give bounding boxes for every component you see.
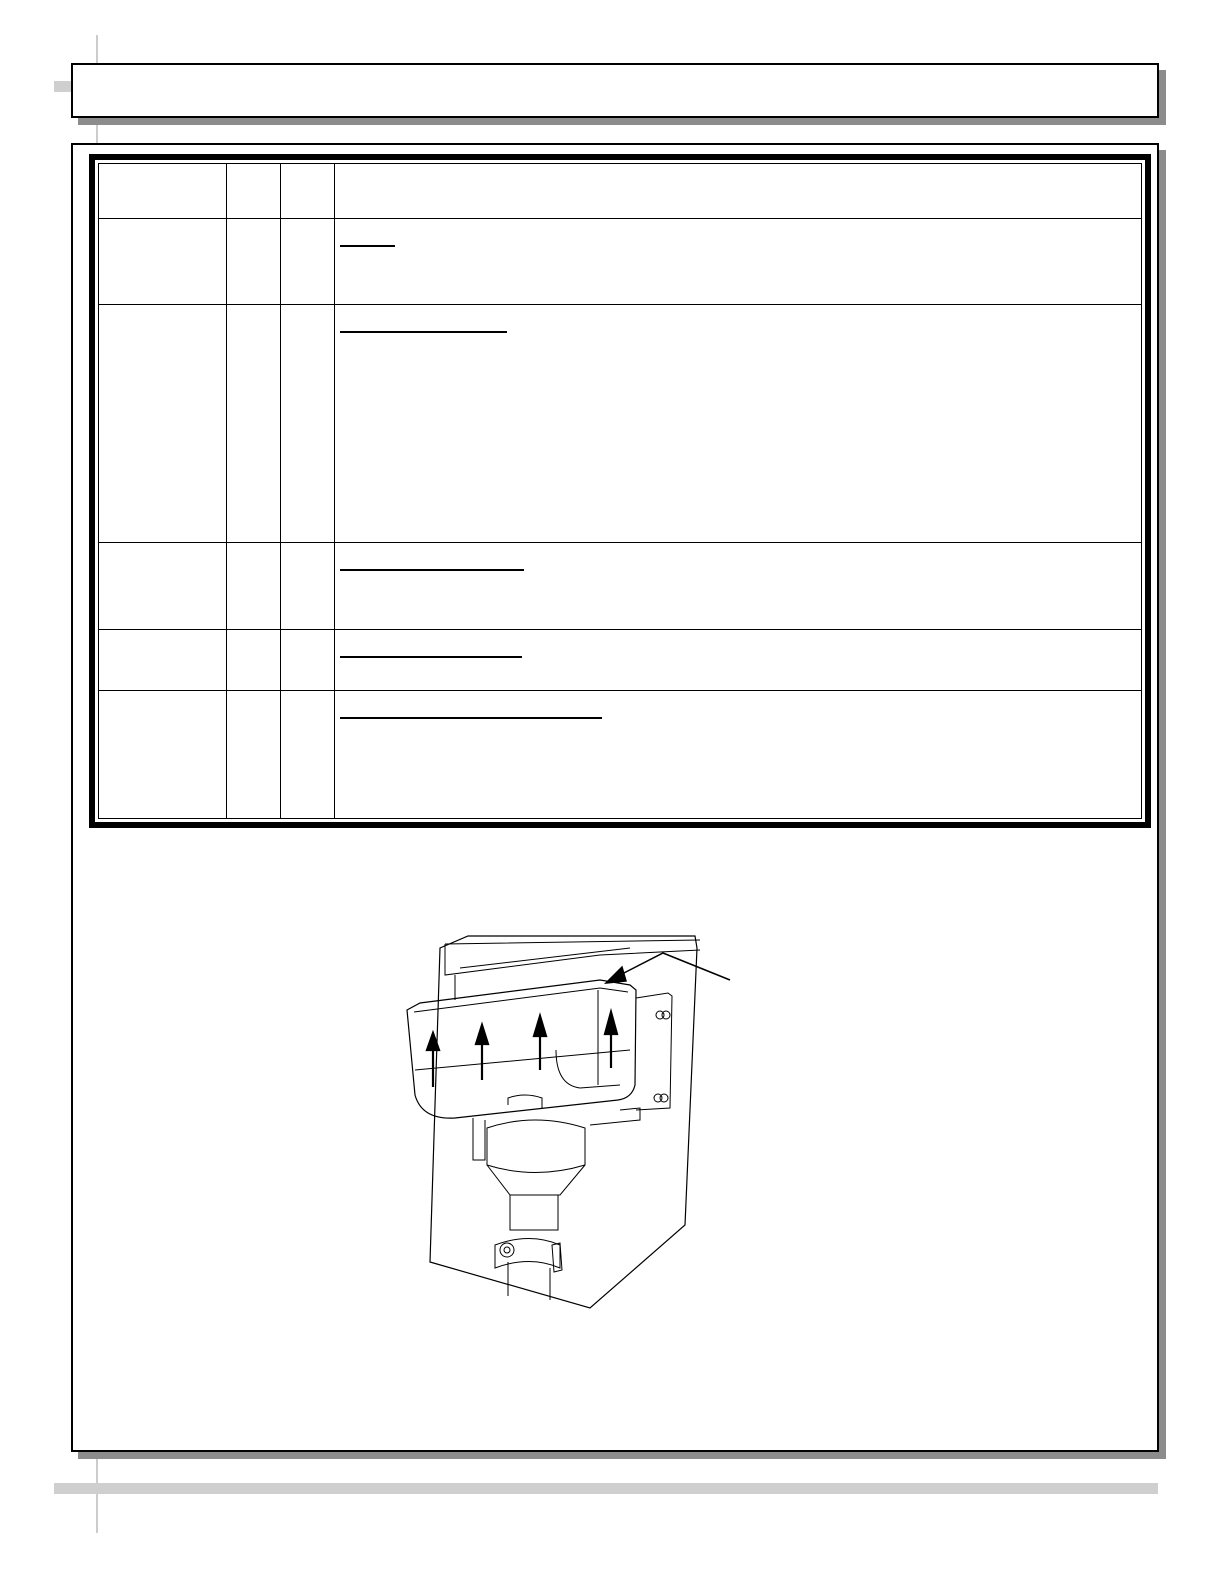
underlined-heading — [340, 656, 522, 658]
table-cell — [99, 164, 227, 219]
page-header-box — [71, 63, 1159, 118]
table-cell — [99, 219, 227, 305]
header-left-tab — [54, 81, 72, 92]
table-cell — [227, 691, 281, 819]
table-cell — [281, 630, 335, 691]
table-row — [99, 630, 1142, 691]
table-cell — [99, 691, 227, 819]
table-cell — [227, 630, 281, 691]
table-cell-description — [335, 543, 1142, 630]
maintenance-table-frame — [89, 154, 1151, 828]
table-cell — [281, 305, 335, 543]
table-cell — [99, 630, 227, 691]
table-row — [99, 164, 1142, 219]
table-cell — [227, 543, 281, 630]
table-cell-description — [335, 305, 1142, 543]
table-cell — [281, 691, 335, 819]
footer-bar — [54, 1483, 1158, 1494]
table-cell — [281, 164, 335, 219]
table-row — [99, 543, 1142, 630]
table-cell — [281, 219, 335, 305]
maintenance-table — [98, 163, 1142, 819]
table-cell — [227, 219, 281, 305]
underlined-heading — [340, 717, 602, 719]
underlined-heading — [340, 245, 395, 247]
table-cell — [99, 543, 227, 630]
table-cell — [99, 305, 227, 543]
table-cell — [335, 164, 1142, 219]
underlined-heading — [340, 569, 524, 571]
hopper-assembly-illustration — [400, 925, 760, 1315]
underlined-heading — [340, 331, 507, 333]
table-row — [99, 691, 1142, 819]
table-cell — [227, 164, 281, 219]
table-cell — [227, 305, 281, 543]
table-row — [99, 219, 1142, 305]
table-cell — [281, 543, 335, 630]
table-cell-description — [335, 630, 1142, 691]
table-cell-description — [335, 219, 1142, 305]
table-cell-description — [335, 691, 1142, 819]
table-row — [99, 305, 1142, 543]
